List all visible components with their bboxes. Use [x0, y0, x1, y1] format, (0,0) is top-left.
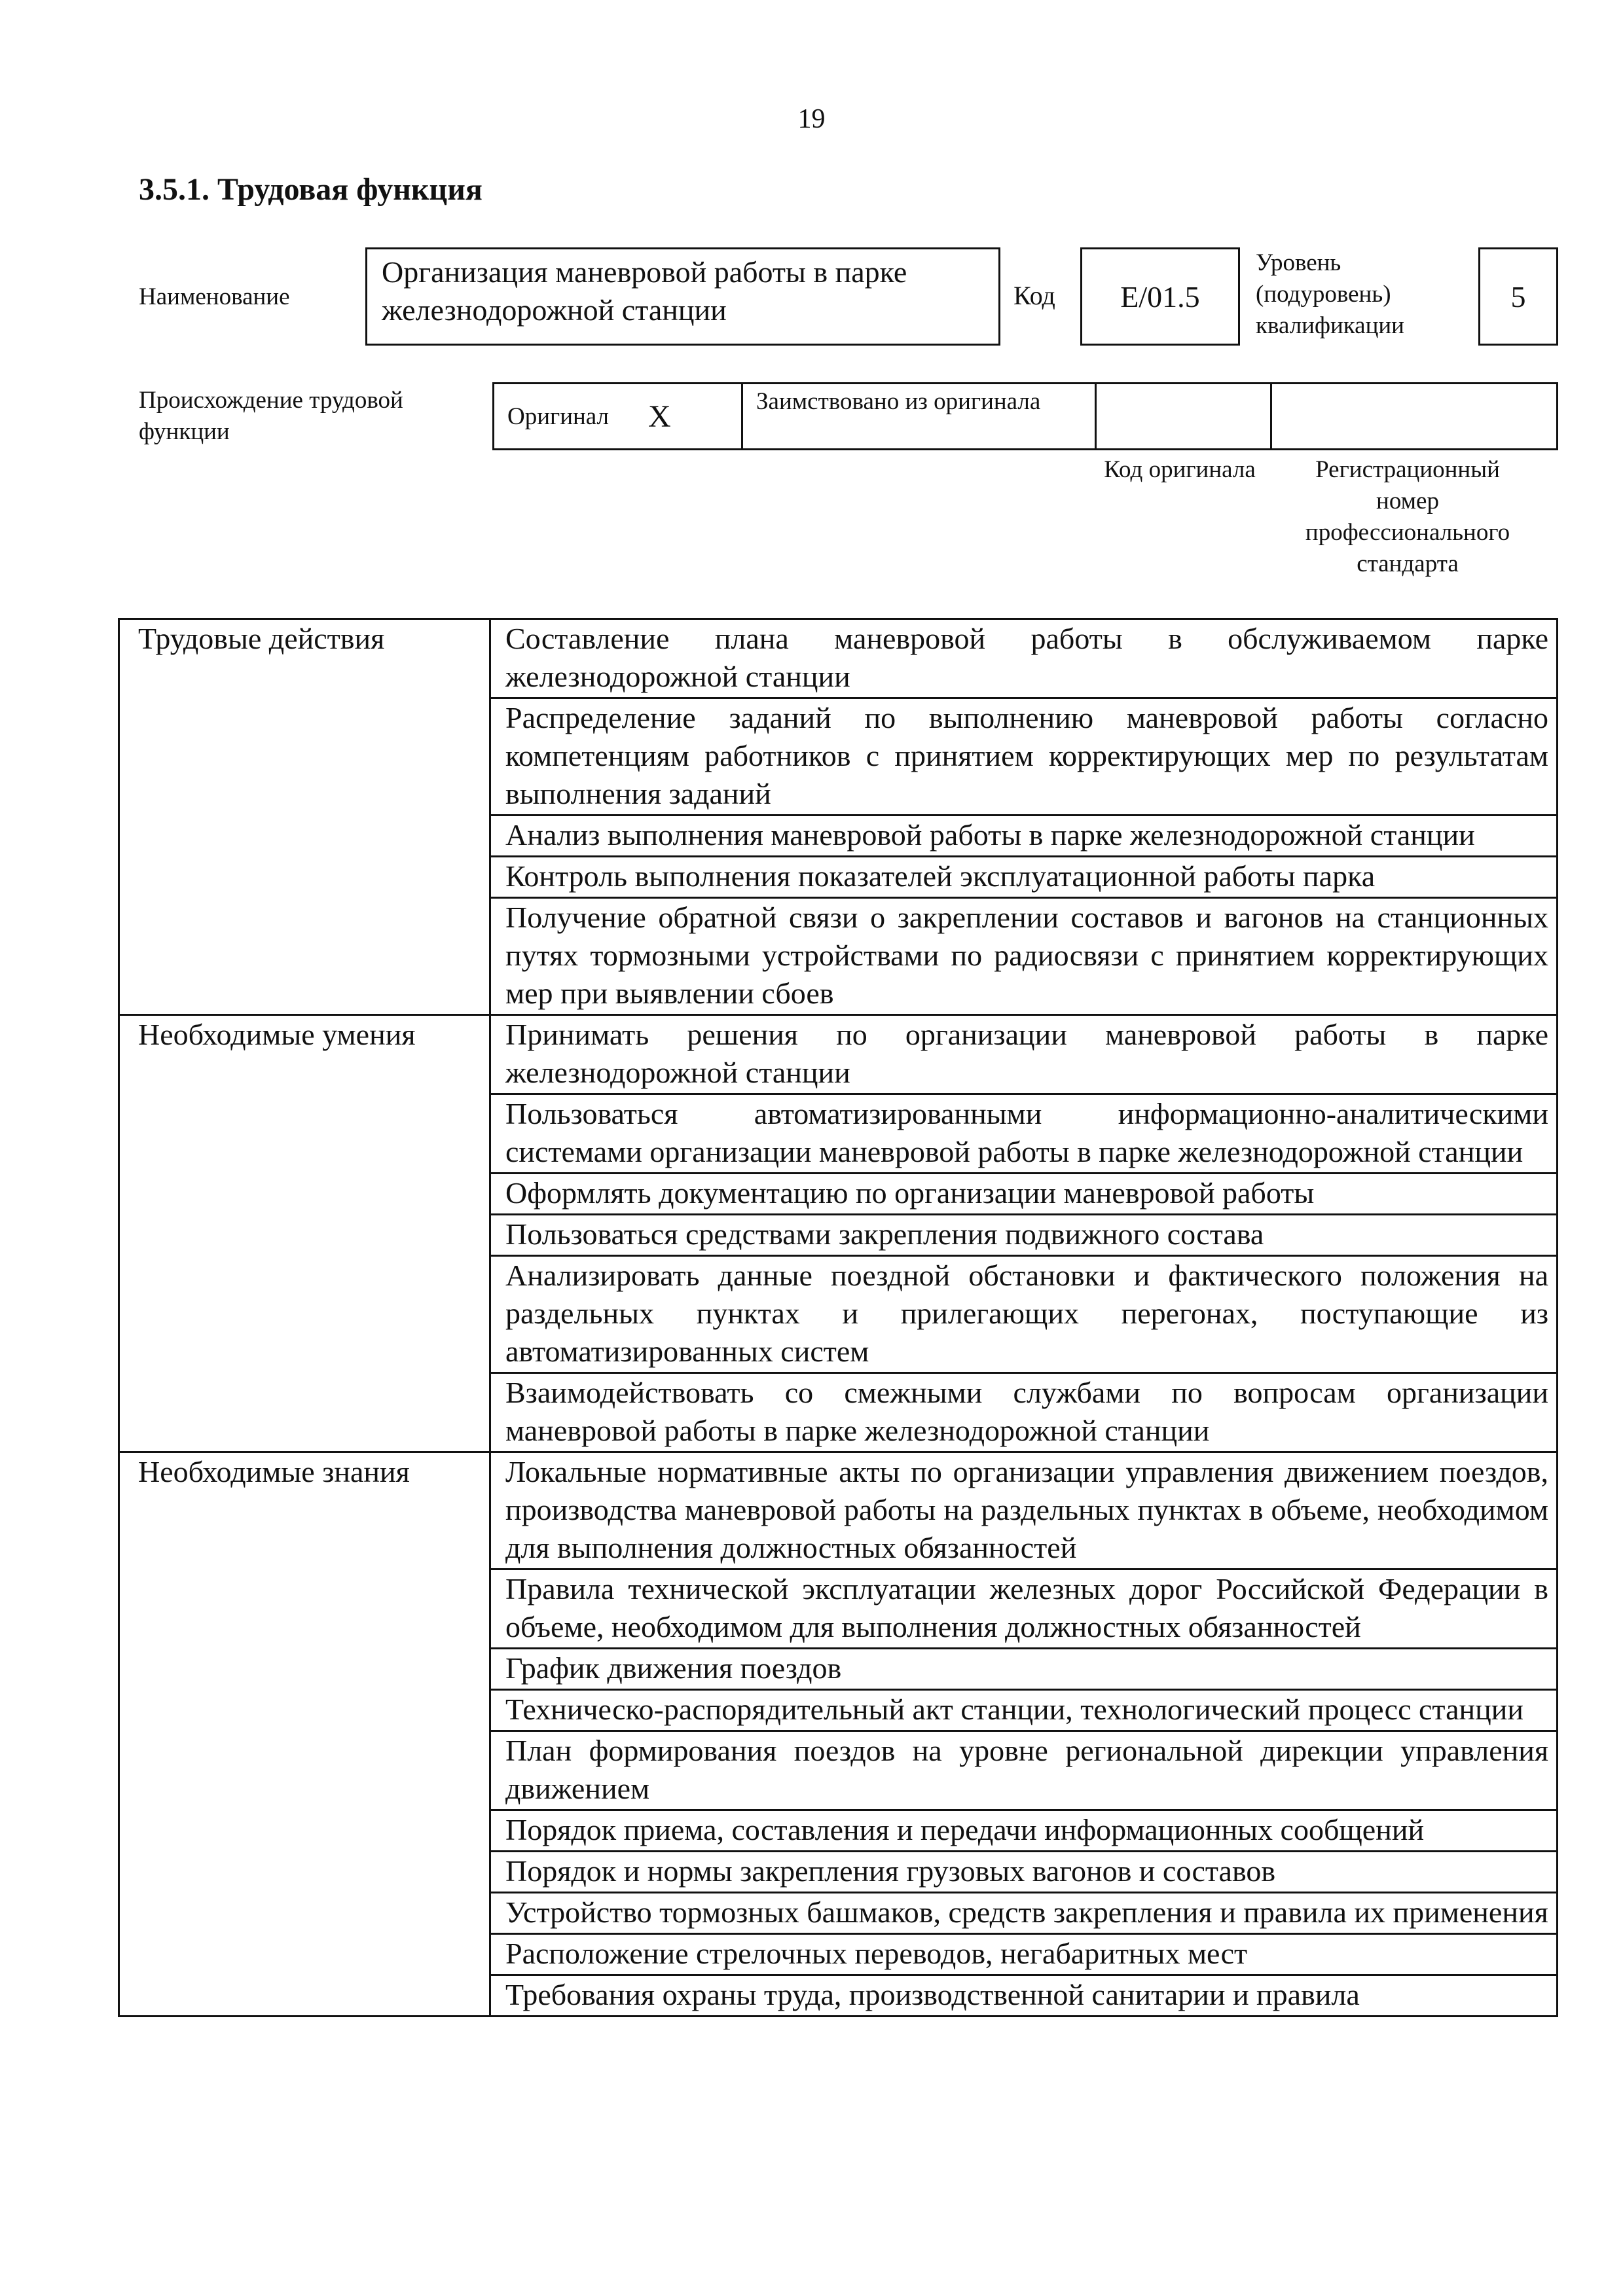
section-category: Необходимые знания — [119, 1452, 490, 2017]
section-item: Техническо-распорядительный акт станции, технологический процесс станции — [490, 1690, 1558, 1731]
level-field: 5 — [1478, 247, 1558, 346]
code-label: Код — [1013, 281, 1055, 310]
name-label: Наименование — [139, 283, 290, 310]
section-item: План формирования поездов на уровне региональной дирекции управления движением — [490, 1731, 1558, 1810]
section-item: Локальные нормативные акты по организации управления движением поездов, производства маневровой работы на раздельных пунктах в объеме, необходимом для выполнения должностных обязанностей — [490, 1452, 1558, 1570]
section-item: Устройство тормозных башмаков, средств закрепления и правила их применения — [490, 1893, 1558, 1934]
table-row — [119, 619, 1558, 698]
section-item: Пользоваться автоматизированными информационно-аналитическими системами организации маневровой работы в парке железнодорожной станции — [490, 1094, 1558, 1174]
section-item: Анализировать данные поездной обстановки и фактического положения на раздельных пунктах и прилегающих перегонах, поступающие из автоматизированных систем — [490, 1256, 1558, 1373]
origin-label: Происхождение трудовой функции — [139, 387, 403, 445]
original-label: Оригинал — [507, 403, 610, 430]
section-item: Пользоваться средствами закрепления подвижного состава — [490, 1215, 1558, 1256]
section-category: Необходимые умения — [119, 1015, 490, 1452]
section-item: Принимать решения по организации маневровой работы в парке железнодорожной станции — [490, 1015, 1558, 1094]
section-item: Расположение стрелочных переводов, негабаритных мест — [490, 1934, 1558, 1975]
section-item: Правила технической эксплуатации железных дорог Российской Федерации в объеме, необходимом для выполнения должностных обязанностей — [490, 1570, 1558, 1649]
section-category: Трудовые действия — [119, 619, 490, 1015]
section-item: Распределение заданий по выполнению маневровой работы согласно компетенциям работников с принятием корректирующих мер по результатам выполнения заданий — [490, 698, 1558, 816]
table-row — [119, 1452, 1558, 1570]
reg-caption: Регистрационный номер профессионального стандарта — [1305, 456, 1510, 577]
table-row — [119, 1015, 1558, 1094]
borrowed-label: Заимствовано из оригинала — [743, 384, 1097, 448]
original-mark: X — [648, 399, 671, 434]
level-label: Уровень (подуровень) квалификации — [1256, 249, 1404, 339]
page-number: 19 — [797, 104, 826, 134]
section-item: Порядок приема, составления и передачи информационных сообщений — [490, 1810, 1558, 1852]
section-item: Контроль выполнения показателей эксплуатационной работы парка — [490, 857, 1558, 898]
code-caption: Код оригинала — [1104, 456, 1256, 483]
section-item: Взаимодействовать со смежными службами по вопросам организации маневровой работы в парке железнодорожной станции — [490, 1373, 1558, 1452]
section-item: Требования охраны труда, производственной санитарии и правила — [490, 1975, 1558, 2017]
original-code-cell — [1097, 384, 1272, 448]
section-item: Анализ выполнения маневровой работы в парке железнодорожной станции — [490, 816, 1558, 857]
section-item: Составление плана маневровой работы в обслуживаемом парке железнодорожной станции — [490, 619, 1558, 698]
section-item: График движения поездов — [490, 1649, 1558, 1690]
section-item: Оформлять документацию по организации маневровой работы — [490, 1174, 1558, 1215]
section-item: Получение обратной связи о закреплении составов и вагонов на станционных путях тормозными устройствами по радиосвязи с принятием корректирующих мер при выявлении сбоев — [490, 898, 1558, 1015]
function-details-table — [118, 618, 1558, 2017]
function-code-field: E/01.5 — [1080, 247, 1240, 346]
origin-table — [492, 382, 1558, 450]
section-title: 3.5.1. Трудовая функция — [139, 172, 483, 207]
section-item: Порядок и нормы закрепления грузовых вагонов и составов — [490, 1852, 1558, 1893]
function-name-field: Организация маневровой работы в парке железнодорожной станции — [365, 247, 1000, 346]
origin-original-cell — [494, 384, 743, 448]
reg-number-cell — [1272, 384, 1556, 448]
